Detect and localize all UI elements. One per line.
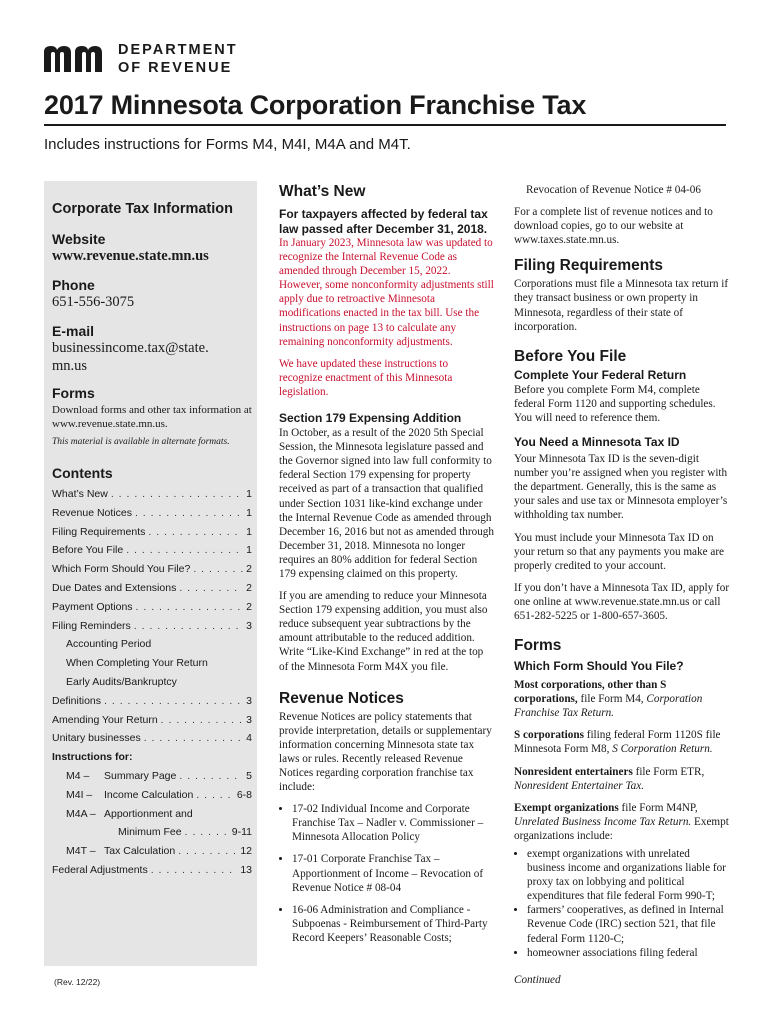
toc-item[interactable]: Filing Requirements . . . 1: [52, 523, 252, 542]
toc-item[interactable]: Which Form Should You File? . . . 2: [52, 560, 252, 579]
contents-heading: Contents: [52, 465, 113, 481]
list-item: • homeowner associations filing federal: [527, 946, 730, 960]
list-item: • exempt organizations with unrelated business income and organizations liable for proxy tax on lobbying and political expenditures that file federal Form 990-T;: [527, 847, 730, 903]
phone-value: 651-556-3075: [52, 294, 135, 310]
complete-list-paragraph: For a complete list of revenue notices and to download copies, go to our website at www.taxes.state.mn.us.: [514, 206, 713, 247]
filing-requirements-paragraph: Corporations must file a Minnesota tax return if they transact business or own property in Minnesota, regardless of their state of incorporation.: [514, 278, 729, 333]
forms-heading: Forms: [514, 637, 562, 655]
dept-line-2: OF REVENUE: [118, 60, 233, 76]
forms-label: Forms: [52, 385, 95, 401]
info-sidebar: [44, 181, 257, 966]
toc-form-item[interactable]: M4A – Apportionment and: [66, 807, 193, 820]
toc-item[interactable]: Definitions . . . 3: [52, 692, 252, 711]
title-divider: [44, 124, 726, 126]
before-you-file-heading: Before You File: [514, 347, 627, 365]
s-corporations-paragraph: S corporations filing federal Form 1120S file Minnesota Form M8, S Corporation Return.: [514, 729, 721, 756]
toc-item[interactable]: Amending Your Return . . . 3: [52, 711, 252, 730]
phone-label: Phone: [52, 277, 95, 293]
sidebar-heading: Corporate Tax Information: [52, 201, 233, 217]
department-of-revenue-logo: [44, 40, 244, 80]
page-title: 2017 Minnesota Corporation Franchise Tax: [44, 90, 587, 120]
sec179-heading: Section 179 Expensing Addition: [279, 411, 462, 426]
toc-item[interactable]: Federal Adjustments . . . 13: [52, 861, 252, 880]
affected-heading: For taxpayers affected by federal tax law passed after December 31, 2018.: [279, 207, 488, 236]
revision-date: (Rev. 12/22): [54, 977, 101, 987]
which-form-heading: Which Form Should You File?: [514, 659, 684, 674]
toc-item[interactable]: Before You File . . . 1: [52, 541, 252, 560]
filing-requirements-heading: Filing Requirements: [514, 257, 663, 275]
toc-subitem[interactable]: Accounting Period: [66, 638, 152, 651]
list-item: • 17-01 Corporate Franchise Tax – Apportionment of Income – Revocation of Revenue Notice # 08-04: [292, 852, 494, 894]
revenue-notices-list: [279, 802, 494, 945]
toc-form-item[interactable]: M4 – Summary Page . . . 5: [52, 767, 252, 786]
most-corporations-paragraph: Most corporations, other than S corporations, file Form M4, Corporation Franchise Tax Return.: [514, 679, 703, 720]
email-value-2[interactable]: mn.us: [52, 358, 88, 374]
toc-form-item[interactable]: M4I – Income Calculation . . . 6-8: [52, 786, 252, 805]
whats-new-heading: What’s New: [279, 183, 366, 200]
sec179-paragraph: In October, as a result of the 2020 5th Special Session, the Minnesota legislature passed and the Governor signed into law full conformity to federal Section 179 expensing for property received as part of a transaction that qualified under Section 1031 like-kind exchange under the Internal Revenue Code as amended through December 16, 2016 but not as amended through December 31, 2018. Minnesota no longer requires an 80% addition for federal Section 179 expensing claimed on this property.: [279, 427, 494, 580]
toc-item[interactable]: Due Dates and Extensions . . . 2: [52, 579, 252, 598]
alt-formats-note: This material is available in alternate formats.: [52, 437, 230, 447]
right-column: [514, 183, 730, 986]
list-item: • farmers’ cooperatives, as defined in Internal Revenue Code (IRC) section 521, that file federal Form 1120-C;: [527, 903, 730, 945]
amend-paragraph: If you are amending to reduce your Minnesota Section 179 expensing addition, you must also reduce subsequent year subtractions by the amount attributable to the reduced addition. Write “Like-Kind Exchange” in red at the top of the Minnesota Form M4X you file.: [279, 590, 488, 673]
website-label: Website: [52, 231, 106, 247]
table-of-contents: [52, 485, 252, 880]
email-value-1[interactable]: businessincome.tax@state.: [52, 340, 209, 356]
toc-item[interactable]: Payment Options . . . 2: [52, 598, 252, 617]
toc-form-item-cont[interactable]: Minimum Fee . . . 9-11: [52, 823, 252, 842]
list-item: • 17-02 Individual Income and Corporate Franchise Tax – Nadler v. Commissioner – Minnesota Allocation Policy: [292, 802, 494, 844]
exempt-organizations-list: [514, 847, 730, 960]
tax-id-paragraph-3: If you don’t have a Minnesota Tax ID, apply for one online at www.revenue.state.mn.us or call 651-282-5225 or 1-800-657-3605.: [514, 581, 730, 622]
complete-federal-paragraph: Before you complete Form M4, complete federal Form 1120 and supporting schedules. You will need to reference them.: [514, 383, 716, 424]
toc-item[interactable]: Revenue Notices . . . 1: [52, 504, 252, 523]
tax-id-paragraph-2: You must include your Minnesota Tax ID on your return so that any payments you make are properly credited to your account.: [514, 531, 725, 572]
toc-item[interactable]: What’s New . . . 1: [52, 485, 252, 504]
complete-federal-heading: Complete Your Federal Return: [514, 367, 687, 382]
forms-text: Download forms and other tax information at www.revenue.state.mn.us.: [52, 404, 252, 430]
toc-form-item[interactable]: M4T – Tax Calculation . . . 12: [52, 842, 252, 861]
toc-instructions-label: Instructions for:: [52, 751, 133, 764]
dept-line-1: DEPARTMENT: [118, 42, 238, 58]
email-label: E-mail: [52, 323, 95, 339]
red-notice-2: We have updated these instructions to recognize enactment of this Minnesota legislation.: [279, 357, 453, 398]
toc-item[interactable]: Filing Reminders . . . 3: [52, 617, 252, 636]
exempt-paragraph: Exempt organizations file Form M4NP, Unrelated Business Income Tax Return. Exempt organizations include:: [514, 801, 729, 842]
red-notice-1: In January 2023, Minnesota law was updated to recognize the Internal Revenue Code as amended through December 15, 2022. However, some nonconformity adjustments still apply due to retroactive Minnesota modifications enacted in the tax bill. Use the instructions on page 13 to calculate any remaining nonconformity adjustments.: [279, 237, 494, 348]
revenue-notices-heading: Revenue Notices: [279, 689, 404, 707]
revenue-notices-paragraph: Revenue Notices are policy statements that provide interpretation, details or supplementary information concerning Minnesota state tax laws or rules. Recently released Revenue Notices regarding corporation franchise tax include:: [279, 710, 492, 794]
tax-id-paragraph-1: Your Minnesota Tax ID is the seven-digit number you’re assigned when you register with the department. Generally, this is the same as your sales and use tax or Minnesota employer’s withholding tax number.: [514, 453, 728, 522]
website-value[interactable]: www.revenue.state.mn.us: [52, 248, 209, 264]
toc-item[interactable]: Unitary businesses . . . 4: [52, 729, 252, 748]
middle-column: [279, 183, 494, 945]
nonresident-paragraph: Nonresident entertainers file Form ETR, Nonresident Entertainer Tax.: [514, 765, 705, 792]
revocation-line: Revocation of Revenue Notice # 04-06: [526, 184, 701, 196]
tax-id-heading: You Need a Minnesota Tax ID: [514, 435, 680, 450]
toc-subitem[interactable]: Early Audits/Bankruptcy: [66, 675, 177, 688]
page-subtitle: Includes instructions for Forms M4, M4I, M4A and M4T.: [44, 136, 411, 153]
continued-label: Continued: [514, 973, 561, 986]
mn-logo-mark-icon: [44, 44, 112, 72]
toc-subitem[interactable]: When Completing Your Return: [66, 657, 208, 670]
list-item: • 16-06 Administration and Compliance - Subpoenas - Reimbursement of Third-Party Record Keepers’ Reasonable Costs;: [292, 903, 494, 945]
